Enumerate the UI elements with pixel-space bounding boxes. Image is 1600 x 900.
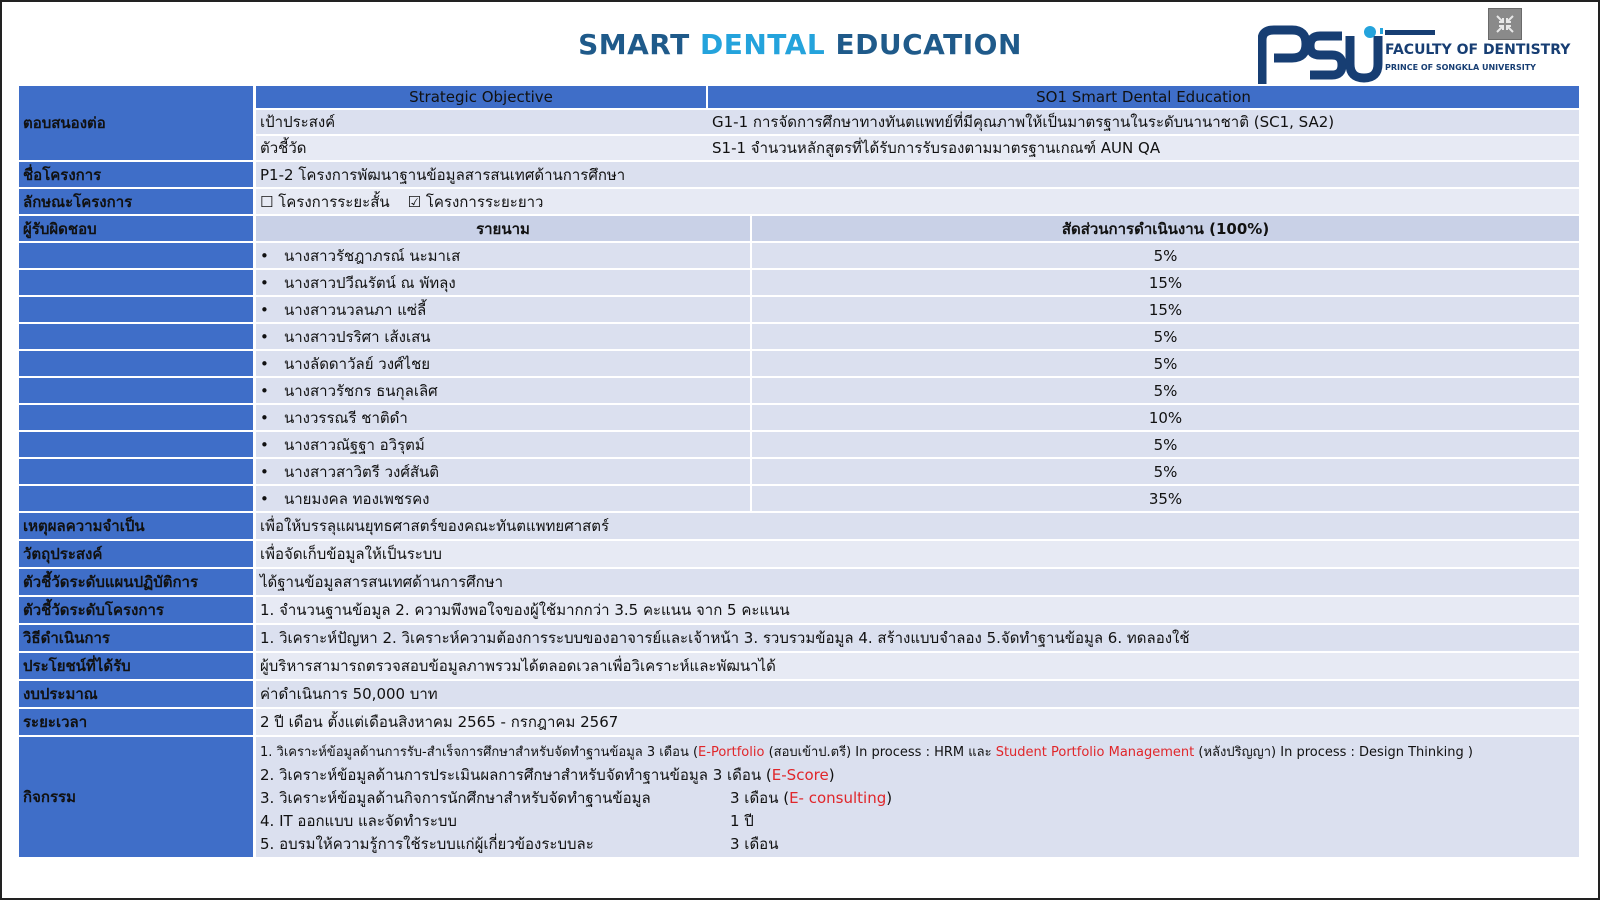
activity-text: 3. วิเคราะห์ข้อมูลด้านกิจการนักศึกษาสำหรับจัดทำฐานข้อมูล <box>260 789 651 807</box>
response-label: ตอบสนองต่อ <box>19 86 256 162</box>
table-row <box>19 189 1579 216</box>
activity-text: 5. อบรมให้ความรู้การใช้ระบบแก่ผู้เกี่ยวข้องระบบละ <box>260 835 594 853</box>
objective-value: เพื่อจัดเก็บข้อมูลให้เป็นระบบ <box>256 541 1579 569</box>
col-ratio-header: สัดส่วนการดำเนินงาน (100%) <box>752 216 1579 243</box>
table-row <box>19 243 1579 270</box>
person-name <box>256 324 752 351</box>
table-row <box>19 513 1579 541</box>
bullet: • <box>260 408 269 427</box>
label-spacer <box>19 243 256 270</box>
activity-duration: 3 เดือน ( <box>730 789 790 807</box>
label-spacer <box>19 459 256 486</box>
so-header-right: SO1 Smart Dental Education <box>708 86 1579 110</box>
label-spacer <box>19 486 256 513</box>
table-row <box>19 405 1579 432</box>
person-name <box>256 405 752 432</box>
table-row <box>19 378 1579 405</box>
person-name <box>256 297 752 324</box>
label-spacer <box>19 405 256 432</box>
person-pct: 5% <box>752 432 1579 459</box>
long-term-checkbox[interactable]: ☑ โครงการระยะยาว <box>407 192 544 211</box>
goal-value: G1-1 การจัดการศึกษาทางทันตแพทย์ที่มีคุณภาพให้เป็นมาตรฐานในระดับนานาชาติ (SC1, SA2) <box>708 110 1579 136</box>
person-name-text: นางสาวนวลนภา แซ่ลี้ <box>284 300 427 319</box>
label-spacer <box>19 324 256 351</box>
person-name-text: นางสาวปวีณรัตน์ ณ พัทลุง <box>284 273 456 292</box>
bullet: • <box>260 489 269 508</box>
psu-logo-icon <box>1258 22 1383 92</box>
label-spacer <box>19 378 256 405</box>
bullet: • <box>260 381 269 400</box>
activity-highlight: E-Portfolio <box>698 745 765 760</box>
person-pct: 35% <box>752 486 1579 513</box>
activity-highlight: E- consulting <box>789 789 887 807</box>
op-indicator-label: ตัวชี้วัดระดับแผนปฏิบัติการ <box>19 569 256 597</box>
person-name-text: นางสาวณัฐฐา อวิรุตม์ <box>284 435 425 454</box>
goal-label: เป้าประสงค์ <box>256 110 708 136</box>
table-row <box>19 681 1579 709</box>
activity-item <box>260 764 1575 787</box>
person-name <box>256 243 752 270</box>
person-pct: 5% <box>752 459 1579 486</box>
activity-text: 4. IT ออกแบบ และจัดทำระบบ <box>260 812 457 830</box>
table-row <box>19 86 1579 110</box>
activity-item <box>260 810 1575 833</box>
budget-value: ค่าดำเนินการ 50,000 บาท <box>256 681 1579 709</box>
person-pct: 15% <box>752 297 1579 324</box>
table-row <box>19 625 1579 653</box>
table-row <box>19 653 1579 681</box>
table-row <box>19 324 1579 351</box>
label-spacer <box>19 351 256 378</box>
person-pct: 5% <box>752 243 1579 270</box>
person-pct: 5% <box>752 378 1579 405</box>
table-row <box>19 297 1579 324</box>
table-row <box>19 351 1579 378</box>
table-row <box>19 162 1579 189</box>
title-part-smart: SMART <box>578 28 700 61</box>
person-pct: 15% <box>752 270 1579 297</box>
person-pct: 5% <box>752 351 1579 378</box>
activity-item <box>260 741 1575 764</box>
person-name-text: นางสาวสาวิตรี วงศ์สันติ <box>284 462 439 481</box>
person-name-text: นางสาวปรริศา เส้งเสน <box>284 327 431 346</box>
benefit-value: ผู้บริหารสามารถตรวจสอบข้อมูลภาพรวมได้ตลอดเวลาเพื่อวิเคราะห์และพัฒนาได้ <box>256 653 1579 681</box>
bullet: • <box>260 435 269 454</box>
table-row <box>19 486 1579 513</box>
table-row <box>19 216 1579 243</box>
col-names-header: รายนาม <box>256 216 752 243</box>
so-header-left: Strategic Objective <box>256 86 708 110</box>
bullet: • <box>260 462 269 481</box>
table-row <box>19 569 1579 597</box>
person-name <box>256 432 752 459</box>
activity-text: (หลังปริญญา) In process : Design Thinking ) <box>1194 745 1473 760</box>
bullet: • <box>260 273 269 292</box>
indicator-label: ตัวชี้วัด <box>256 136 708 162</box>
person-name-text: นางสาวรัชกร ธนกุลเลิศ <box>284 381 438 400</box>
reason-label: เหตุผลความจำเป็น <box>19 513 256 541</box>
label-spacer <box>19 270 256 297</box>
label-spacer <box>19 297 256 324</box>
title-part-education: EDUCATION <box>825 28 1022 61</box>
activity-text: 1. วิเคราะห์ข้อมูลด้านการรับ-สำเร็จการศึกษาสำหรับจัดทำฐานข้อมูล 3 เดือน ( <box>260 745 699 760</box>
person-name <box>256 378 752 405</box>
bullet: • <box>260 327 269 346</box>
activity-text: 2. วิเคราะห์ข้อมูลด้านการประเมินผลการศึกษาสำหรับจัดทำฐานข้อมูล 3 เดือน ( <box>260 766 772 784</box>
activity-highlight: Student Portfolio Management <box>995 745 1195 760</box>
activity-item <box>260 787 1575 810</box>
project-table <box>19 86 1579 859</box>
budget-label: งบประมาณ <box>19 681 256 709</box>
activity-duration: 3 เดือน <box>730 835 779 853</box>
table-row <box>19 432 1579 459</box>
bullet: • <box>260 354 269 373</box>
project-type-value <box>256 189 1579 216</box>
person-pct: 5% <box>752 324 1579 351</box>
project-type-label: ลักษณะโครงการ <box>19 189 256 216</box>
project-name-value: P1-2 โครงการพัฒนาฐานข้อมูลสารสนเทศด้านการศึกษา <box>256 162 1579 189</box>
person-name <box>256 486 752 513</box>
bullet: • <box>260 246 269 265</box>
activity-highlight: E-Score <box>771 766 829 784</box>
proj-indicator-value: 1. จำนวนฐานข้อมูล 2. ความพึงพอใจของผู้ใช้มากกว่า 3.5 คะแนน จาก 5 คะแนน <box>256 597 1579 625</box>
proj-indicator-label: ตัวชี้วัดระดับโครงการ <box>19 597 256 625</box>
table-row <box>19 737 1579 859</box>
bullet: • <box>260 300 269 319</box>
person-name-text: นางวรรณรี ชาติดำ <box>284 408 408 427</box>
collapse-button[interactable] <box>1488 8 1522 40</box>
person-pct: 10% <box>752 405 1579 432</box>
activity-text: ) <box>886 789 893 807</box>
title-part-dental: DENTAL <box>699 28 826 61</box>
table-row <box>19 459 1579 486</box>
op-indicator-value: ได้ฐานข้อมูลสารสนเทศด้านการศึกษา <box>256 569 1579 597</box>
person-name <box>256 270 752 297</box>
person-name-text: นายมงคล ทองเพชรคง <box>284 489 430 508</box>
activity-duration: 1 ปี <box>730 812 754 830</box>
objective-label: วัตถุประสงค์ <box>19 541 256 569</box>
activity-label: กิจกรรม <box>19 737 256 859</box>
activity-text: ) <box>828 766 835 784</box>
benefit-label: ประโยชน์ที่ได้รับ <box>19 653 256 681</box>
method-value: 1. วิเคราะห์ปัญหา 2. วิเคราะห์ความต้องการระบบของอาจารย์และเจ้าหน้า 3. รวบรวมข้อมูล 4. สร้างแบบจำลอง 5.จัดทำฐานข้อมูล 6. ทดลองใช้ <box>256 625 1579 653</box>
table-row <box>19 709 1579 737</box>
method-label: วิธีดำเนินการ <box>19 625 256 653</box>
reason-value: เพื่อให้บรรลุแผนยุทธศาสตร์ของคณะทันตแพทยศาสตร์ <box>256 513 1579 541</box>
project-name-label: ชื่อโครงการ <box>19 162 256 189</box>
indicator-value: S1-1 จำนวนหลักสูตรที่ได้รับการรับรองตามมาตรฐานเกณฑ์ AUN QA <box>708 136 1579 162</box>
collapse-icon <box>1489 9 1521 39</box>
logo-subtext: PRINCE OF SONGKLA UNIVERSITY <box>1385 63 1536 72</box>
responsible-label: ผู้รับผิดชอบ <box>19 216 256 243</box>
period-label: ระยะเวลา <box>19 709 256 737</box>
table-row <box>19 270 1579 297</box>
period-value: 2 ปี เดือน ตั้งแต่เดือนสิงหาคม 2565 - กรกฎาคม 2567 <box>256 709 1579 737</box>
person-name-text: นางลัดดาวัลย์ วงศ์ไชย <box>284 354 431 373</box>
person-name-text: นางสาวรัชฎาภรณ์ นะมาเส <box>284 246 461 265</box>
activity-value <box>256 737 1579 859</box>
table-row <box>19 541 1579 569</box>
logo-bar <box>1385 30 1435 35</box>
activity-item <box>260 833 1575 856</box>
activity-text: (สอบเข้าป.ตรี) In process : HRM และ <box>764 745 996 760</box>
short-term-checkbox[interactable]: ☐ โครงการระยะสั้น <box>260 192 390 211</box>
person-name <box>256 459 752 486</box>
table-row <box>19 597 1579 625</box>
person-name <box>256 351 752 378</box>
label-spacer <box>19 432 256 459</box>
logo-text: FACULTY OF DENTISTRY <box>1385 42 1571 58</box>
